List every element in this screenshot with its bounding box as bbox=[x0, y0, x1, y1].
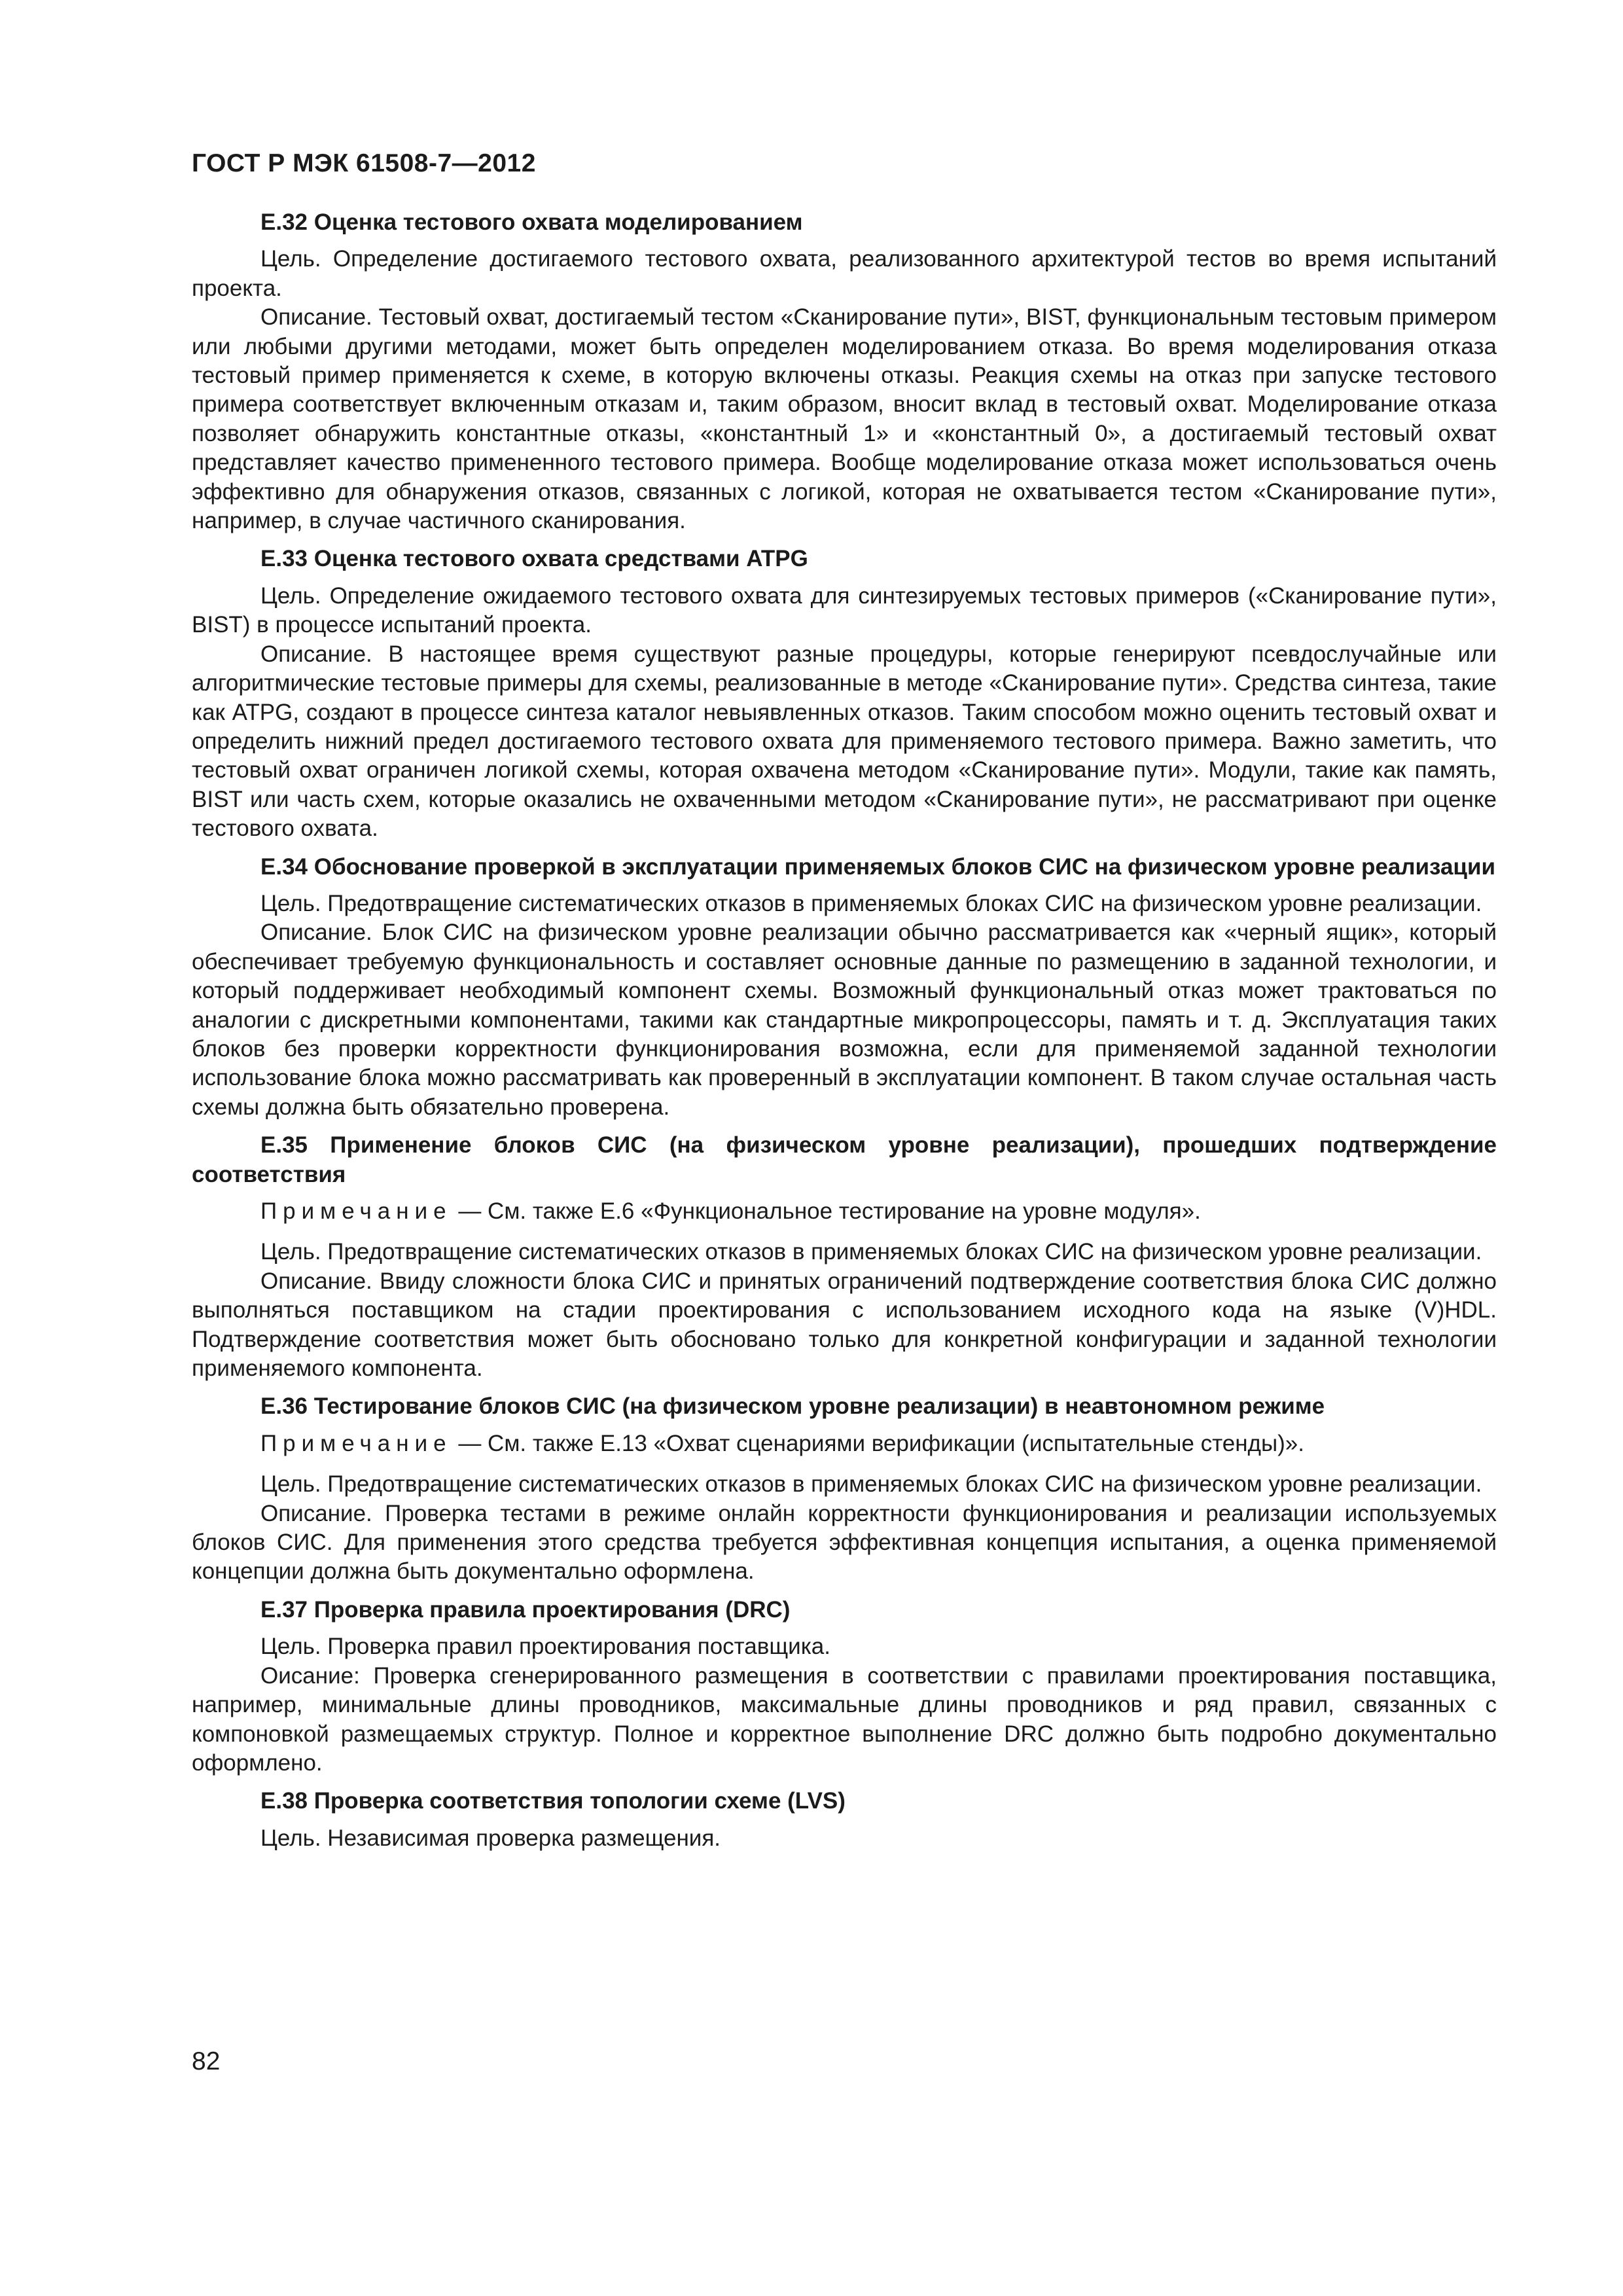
section-paragraph: Описание. Тестовый охват, достигаемый тестом «Сканирование пути», BIST, функциональным тестовым примером или любыми другими методами, может быть определен моделированием отказа. Во время моделирования отказа тестовый пример применяется к схеме, в которую включены отказы. Реакция схемы на отказ при запуске тестового примера соответствует включенным отказам и, таким образом, вносит вклад в тестовый охват. Моделирование отказа позволяет обнаружить константные отказы, «константный 1» и «константный 0», а достигаемый тестовый охват представляет качество примененного тестового примера. Вообще моделирование отказа может использоваться очень эффективно для обнаружения отказов, связанных с логикой, которая не охватывается тестом «Сканирование пути», например, в случае частичного сканирования. bbox=[192, 304, 1497, 534]
section-note bbox=[192, 1429, 1497, 1458]
section-paragraph: Цель. Предотвращение систематических отказов в применяемых блоках СИС на физическом уровне реализации. bbox=[260, 890, 1482, 916]
note-label: Примечание bbox=[260, 1198, 452, 1224]
section-e38 bbox=[192, 1787, 1497, 1853]
section-paragraph: Цель. Проверка правил проектирования поставщика. bbox=[260, 1634, 830, 1660]
section-e36 bbox=[192, 1392, 1497, 1586]
section-title: Е.36 Тестирование блоков СИС (на физическом уровне реализации) в неавтономном режиме bbox=[260, 1393, 1325, 1420]
section-e32 bbox=[192, 208, 1497, 535]
page-number: 82 bbox=[192, 2047, 221, 2075]
section-e34 bbox=[192, 853, 1497, 1122]
document-body bbox=[192, 208, 1497, 1862]
note-label: Примечание bbox=[260, 1430, 452, 1456]
section-paragraph: Описание. Ввиду сложности блока СИС и принятых ограничений подтверждение соответствия блока СИС должно выполняться поставщиком на стадии проектирования с использованием исходного кода на языке (V)HDL. Подтверждение соответствия может быть обосновано только для конкретной конфигурации и заданной технологии применяемого компонента. bbox=[192, 1268, 1497, 1382]
section-title: Е.33 Оценка тестового охвата средствами ATPG bbox=[260, 546, 808, 572]
section-title: Е.35 Применение блоков СИС (на физическом уровне реализации), прошедших подтверждение соответствия bbox=[192, 1132, 1497, 1187]
section-e37 bbox=[192, 1596, 1497, 1778]
section-title: Е.38 Проверка соответствия топологии схеме (LVS) bbox=[260, 1788, 846, 1814]
section-e33 bbox=[192, 545, 1497, 843]
note-text: — См. также Е.6 «Функциональное тестирование на уровне модуля». bbox=[452, 1198, 1201, 1224]
section-title: Е.37 Проверка правила проектирования (DRC) bbox=[260, 1596, 791, 1623]
section-paragraph: Цель. Независимая проверка размещения. bbox=[260, 1825, 721, 1851]
note-text: — См. также Е.13 «Охват сценариями верификации (испытательные стенды)». bbox=[452, 1430, 1304, 1456]
section-note bbox=[192, 1197, 1497, 1226]
section-paragraph: Цель. Предотвращение систематических отказов в применяемых блоках СИС на физическом уровне реализации. bbox=[260, 1471, 1482, 1498]
section-title: Е.34 Обоснование проверкой в эксплуатации применяемых блоков СИС на физическом уровне реализации bbox=[260, 853, 1495, 880]
section-paragraph: Цель. Предотвращение систематических отказов в применяемых блоках СИС на физическом уровне реализации. bbox=[260, 1239, 1482, 1265]
section-e35 bbox=[192, 1131, 1497, 1383]
section-paragraph: Оисание: Проверка сгенерированного размещения в соответствии с правилами проектирования поставщика, например, минимальные длины проводников, максимальные длины проводников и ряд правил, связанных с компоновкой размещаемых структур. Полное и корректное выполнение DRC должно быть подробно документально оформлено. bbox=[192, 1662, 1497, 1776]
section-paragraph: Описание. Проверка тестами в режиме онлайн корректности функционирования и реализации используемых блоков СИС. Для применения этого средства требуется эффективная концепция испытания, а оценка применяемой концепции должна быть документально оформлена. bbox=[192, 1500, 1497, 1585]
section-paragraph: Цель. Определение ожидаемого тестового охвата для синтезируемых тестовых примеров («Сканирование пути», BIST) в процессе испытаний проекта. bbox=[192, 583, 1497, 638]
section-title: Е.32 Оценка тестового охвата моделированием bbox=[260, 209, 803, 235]
section-paragraph: Описание. В настоящее время существуют разные процедуры, которые генерируют псевдослучайные или алгоритмические тестовые примеры для схемы, реализованные в методе «Сканирование пути». Средства синтеза, такие как ATPG, создают в процессе синтеза каталог невыявленных отказов. Таким способом можно оценить тестовый охват и определить нижний предел достигаемого тестового охвата для применяемого тестового примера. Важно заметить, что тестовый охват ограничен логикой схемы, которая охвачена методом «Сканирование пути». Модули, такие как память, BIST или часть схем, которые оказались не охваченными методом «Сканирование пути», не рассматривают при оценке тестового охвата. bbox=[192, 641, 1497, 842]
section-paragraph: Цель. Определение достигаемого тестового охвата, реализованного архитектурой тестов во время испытаний проекта. bbox=[192, 246, 1497, 301]
section-paragraph: Описание. Блок СИС на физическом уровне реализации обычно рассматривается как «черный ящик», который обеспечивает требуемую функциональность и составляет основные данные по размещению в заданной технологии, и который поддерживает необходимый компонент схемы. Возможный функциональный отказ может трактоваться по аналогии с дискретными компонентами, такими как стандартные микропроцессоры, память и т. д. Эксплуатация таких блоков без проверки корректности функционирования возможна, если для применяемой заданной технологии использование блока можно рассматривать как проверенный в эксплуатации компонент. В таком случае остальная часть схемы должна быть обязательно проверена. bbox=[192, 920, 1497, 1120]
standard-header: ГОСТ Р МЭК 61508-7—2012 bbox=[192, 149, 536, 177]
